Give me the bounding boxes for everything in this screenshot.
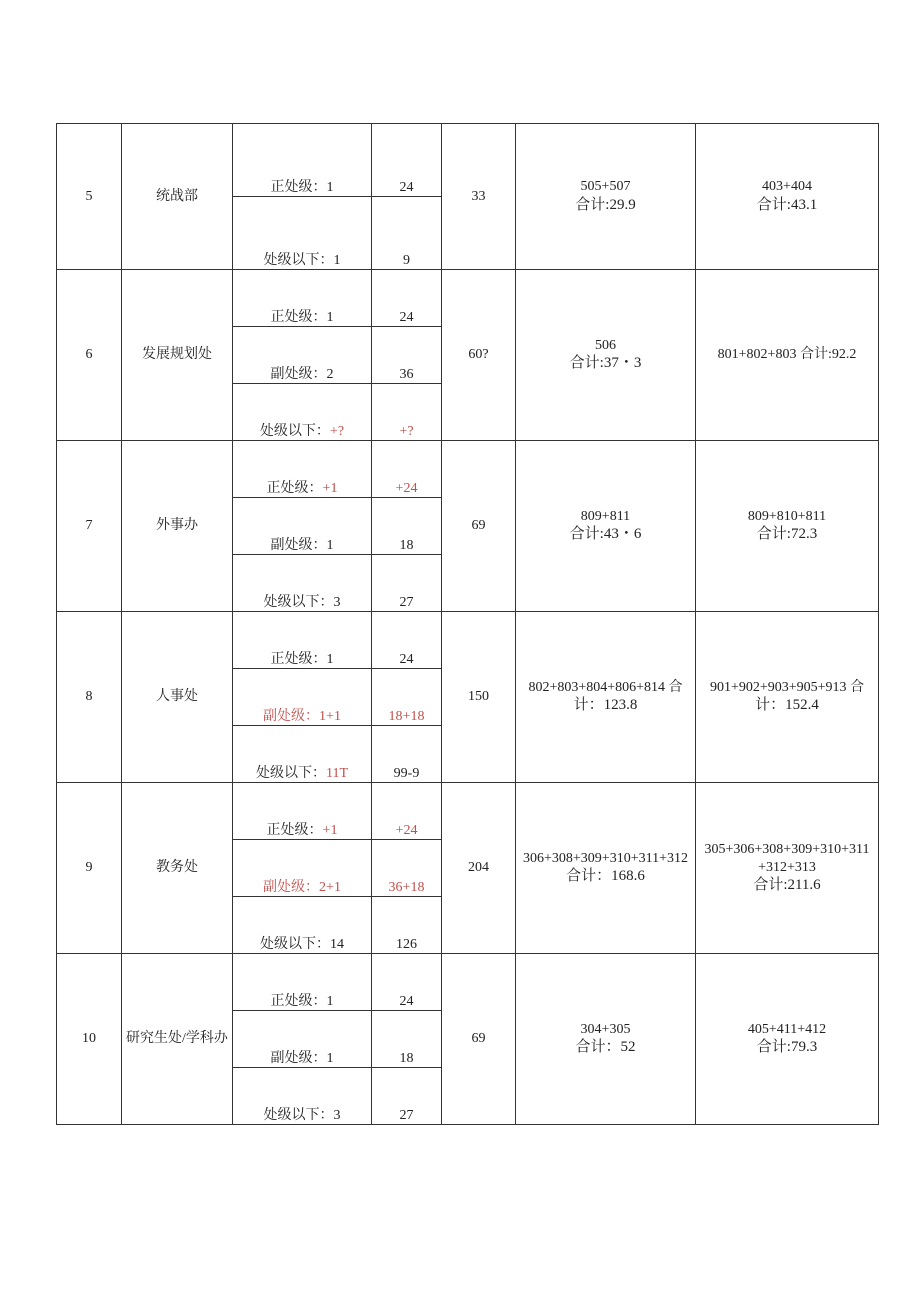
- level-value: 99-9: [372, 726, 442, 783]
- planned-rooms-cell: [696, 124, 879, 270]
- level-cell: [233, 1011, 372, 1068]
- total-area: 69: [442, 954, 516, 1125]
- level-count: 3: [333, 594, 341, 610]
- level-value: 27: [372, 1068, 442, 1125]
- planned-rooms-sum: 合计:211.6: [753, 877, 821, 894]
- level-cell: [233, 197, 372, 270]
- level-value: 9: [372, 197, 442, 270]
- current-rooms: 505+507: [580, 179, 631, 195]
- level-label: 处级以下：: [255, 765, 326, 781]
- level-value: 36: [372, 327, 442, 384]
- level-count: 1: [326, 537, 334, 553]
- level-count: 1: [326, 179, 334, 195]
- level-count: 1+1: [319, 708, 341, 724]
- level-cell: [233, 441, 372, 498]
- level-label: 处级以下：: [263, 252, 334, 268]
- level-value: 27: [372, 555, 442, 612]
- department-name: 人事处: [122, 612, 233, 783]
- department-name: 教务处: [122, 783, 233, 954]
- current-rooms-sum: 合计:37・3: [569, 355, 642, 372]
- current-rooms-cell: [516, 124, 696, 270]
- department-name: 发展规划处: [122, 270, 233, 441]
- level-label: 处级以下：: [263, 594, 334, 610]
- level-count: 14: [330, 936, 344, 952]
- current-rooms-cell: [516, 441, 696, 612]
- level-label: 正处级：: [270, 309, 327, 325]
- current-rooms-cell: [516, 954, 696, 1125]
- level-value: 18+18: [372, 669, 442, 726]
- total-area: 204: [442, 783, 516, 954]
- current-rooms-sum: 合计:29.9: [575, 196, 636, 213]
- total-area: 60?: [442, 270, 516, 441]
- level-count: 1: [326, 651, 334, 667]
- current-rooms: 506: [595, 337, 616, 353]
- level-value: 24: [372, 612, 442, 669]
- department-name: 研究生处/学科办: [122, 954, 233, 1125]
- level-label: 正处级：: [270, 993, 327, 1009]
- level-value: 24: [372, 954, 442, 1011]
- row-index: 10: [57, 954, 122, 1125]
- level-label: 副处级：: [263, 708, 320, 724]
- level-count: 3: [333, 1107, 341, 1123]
- planned-rooms: 809+810+811: [747, 508, 827, 524]
- row-index: 5: [57, 124, 122, 270]
- level-count: 1: [326, 1050, 334, 1066]
- level-value: 18: [372, 498, 442, 555]
- level-count: 1: [333, 252, 341, 268]
- level-cell: [233, 954, 372, 1011]
- level-label: 正处级：: [270, 651, 327, 667]
- total-area: 33: [442, 124, 516, 270]
- level-label: 副处级：: [270, 537, 327, 553]
- planned-rooms-cell: [696, 783, 879, 954]
- level-cell: [233, 669, 372, 726]
- department-name: 统战部: [122, 124, 233, 270]
- level-count: 2+1: [319, 879, 341, 895]
- current-rooms-sum: 合计:43・6: [569, 526, 642, 543]
- current-rooms-cell: [516, 270, 696, 441]
- level-cell: [233, 124, 372, 197]
- current-rooms-sum: 合计：168.6: [566, 868, 645, 885]
- planned-rooms: 405+411+412: [747, 1021, 827, 1037]
- level-value: 24: [372, 124, 442, 197]
- level-label: 副处级：: [263, 879, 320, 895]
- planned-rooms-cell: [696, 612, 879, 783]
- planned-rooms-cell: [696, 954, 879, 1125]
- level-label: 正处级：: [266, 480, 323, 496]
- row-index: 8: [57, 612, 122, 783]
- planned-rooms-sum: 合计:43.1: [756, 196, 818, 213]
- level-value: +24: [372, 783, 442, 840]
- level-label: 正处级：: [266, 822, 323, 838]
- total-area: 69: [442, 441, 516, 612]
- current-rooms-sum: 计：123.8: [573, 697, 638, 714]
- level-label: 处级以下：: [260, 936, 330, 952]
- level-cell: [233, 726, 372, 783]
- current-rooms: 809+811: [580, 508, 631, 524]
- row-index: 6: [57, 270, 122, 441]
- table-body: [57, 124, 879, 1125]
- table-row: [57, 270, 879, 327]
- level-count: 11T: [325, 765, 349, 781]
- level-cell: [233, 384, 372, 441]
- planned-rooms-cell: [696, 270, 879, 441]
- current-rooms-cell: [516, 612, 696, 783]
- current-rooms-cell: [516, 783, 696, 954]
- planned-rooms-cell: [696, 441, 879, 612]
- allocation-table: [56, 123, 879, 1125]
- level-value: 18: [372, 1011, 442, 1068]
- planned-rooms: 305+306+308+309+310+311 +312+313: [704, 842, 870, 875]
- level-count: +1: [322, 480, 338, 496]
- level-value: 126: [372, 897, 442, 954]
- row-index: 7: [57, 441, 122, 612]
- planned-rooms-sum: 计：152.4: [755, 697, 819, 714]
- current-rooms: 304+305: [580, 1021, 631, 1037]
- level-cell: [233, 270, 372, 327]
- level-count: 1: [326, 993, 334, 1009]
- level-value: 36+18: [372, 840, 442, 897]
- level-label: 正处级：: [270, 179, 327, 195]
- level-value: +24: [372, 441, 442, 498]
- planned-rooms: 901+902+903+905+913 合: [709, 679, 865, 695]
- level-cell: [233, 840, 372, 897]
- table-row: [57, 954, 879, 1011]
- department-name: 外事办: [122, 441, 233, 612]
- level-label: 副处级：: [270, 1050, 327, 1066]
- level-count: +?: [329, 423, 345, 439]
- level-cell: [233, 1068, 372, 1125]
- level-label: 副处级：: [270, 366, 327, 382]
- level-cell: [233, 555, 372, 612]
- level-count: 2: [326, 366, 334, 382]
- level-count: 1: [326, 309, 334, 325]
- row-index: 9: [57, 783, 122, 954]
- table-row: [57, 783, 879, 840]
- level-cell: [233, 327, 372, 384]
- planned-rooms-sum: 合计:72.3: [756, 526, 818, 543]
- planned-rooms: 801+802+803 合计:92.2: [717, 347, 857, 363]
- table-row: [57, 441, 879, 498]
- table-row: [57, 124, 879, 197]
- total-area: 150: [442, 612, 516, 783]
- level-value: 24: [372, 270, 442, 327]
- level-label: 处级以下：: [259, 423, 330, 439]
- current-rooms: 802+803+804+806+814 合: [528, 679, 683, 695]
- level-label: 处级以下：: [263, 1107, 334, 1123]
- level-cell: [233, 612, 372, 669]
- level-cell: [233, 897, 372, 954]
- current-rooms-sum: 合计：52: [575, 1039, 636, 1056]
- level-cell: [233, 783, 372, 840]
- table-row: [57, 612, 879, 669]
- level-count: +1: [322, 822, 338, 838]
- level-cell: [233, 498, 372, 555]
- planned-rooms: 403+404: [762, 179, 812, 195]
- level-value: +?: [372, 384, 442, 441]
- planned-rooms-sum: 合计:79.3: [756, 1039, 818, 1056]
- current-rooms: 306+308+309+310+311+312: [523, 850, 688, 866]
